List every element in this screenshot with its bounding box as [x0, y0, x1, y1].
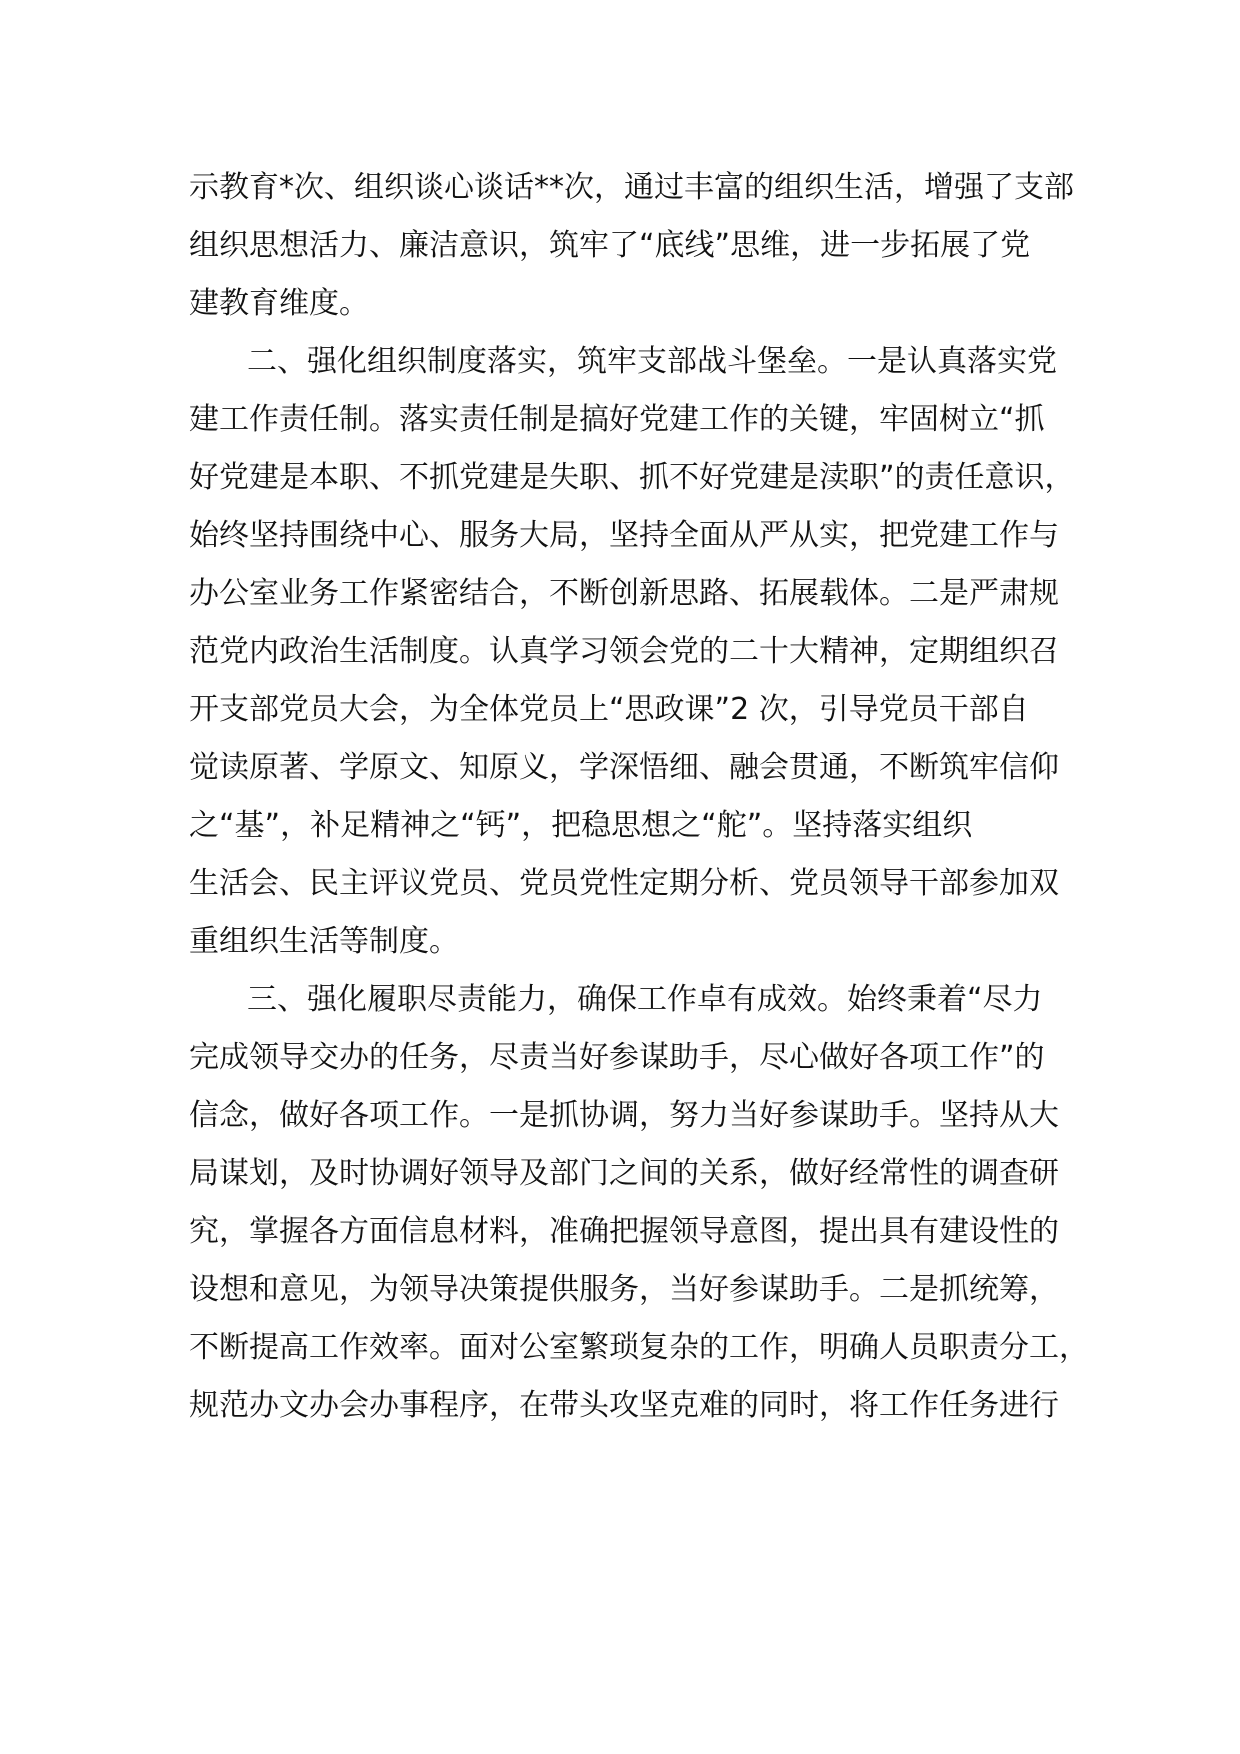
text-line: 组织思想活力、廉洁意识，筑牢了“底线”思维，进一步拓展了党	[189, 228, 1031, 263]
paragraph-heading-line: 二、强化组织制度落实，筑牢支部战斗堡垒。一是认真落实党	[247, 344, 1057, 379]
text-line: 建教育维度。	[189, 286, 369, 321]
text-line: 范党内政治生活制度。认真学习领会党的二十大精神，定期组织召	[189, 634, 1059, 669]
text-line: 觉读原著、学原文、知原义，学深悟细、融会贯通，不断筑牢信仰	[189, 750, 1059, 785]
text-line: 局谋划，及时协调好领导及部门之间的关系，做好经常性的调查研	[189, 1156, 1059, 1191]
text-line: 好党建是本职、不抓党建是失职、抓不好党建是渎职”的责任意识，	[189, 460, 1075, 495]
text-line: 重组织生活等制度。	[189, 924, 459, 959]
text-line: 之“基”，补足精神之“钙”，把稳思想之“舵”。坚持落实组织	[189, 808, 973, 843]
text-line: 建工作责任制。落实责任制是搞好党建工作的关键，牢固树立“抓	[189, 402, 1045, 437]
text-line: 示教育*次、组织谈心谈话**次，通过丰富的组织生活，增强了支部	[189, 170, 1074, 205]
text-line: 设想和意见，为领导决策提供服务，当好参谋助手。二是抓统筹，	[189, 1272, 1059, 1307]
text-line: 开支部党员大会，为全体党员上“思政课”2 次，引导党员干部自	[189, 692, 1029, 727]
text-line: 完成领导交办的任务，尽责当好参谋助手，尽心做好各项工作”的	[189, 1040, 1045, 1075]
text-line: 规范办文办会办事程序，在带头攻坚克难的同时，将工作任务进行	[189, 1388, 1059, 1423]
text-line: 生活会、民主评议党员、党员党性定期分析、党员领导干部参加双	[189, 866, 1059, 901]
text-line: 始终坚持围绕中心、服务大局，坚持全面从严从实，把党建工作与	[189, 518, 1059, 553]
paragraph-heading-line: 三、强化履职尽责能力，确保工作卓有成效。始终秉着“尽力	[247, 982, 1043, 1017]
text-line: 办公室业务工作紧密结合，不断创新思路、拓展载体。二是严肃规	[189, 576, 1059, 611]
text-line: 不断提高工作效率。面对公室繁琐复杂的工作，明确人员职责分工，	[189, 1330, 1089, 1365]
text-line: 究，掌握各方面信息材料，准确把握领导意图，提出具有建设性的	[189, 1214, 1059, 1249]
text-line: 信念，做好各项工作。一是抓协调，努力当好参谋助手。坚持从大	[189, 1098, 1059, 1133]
